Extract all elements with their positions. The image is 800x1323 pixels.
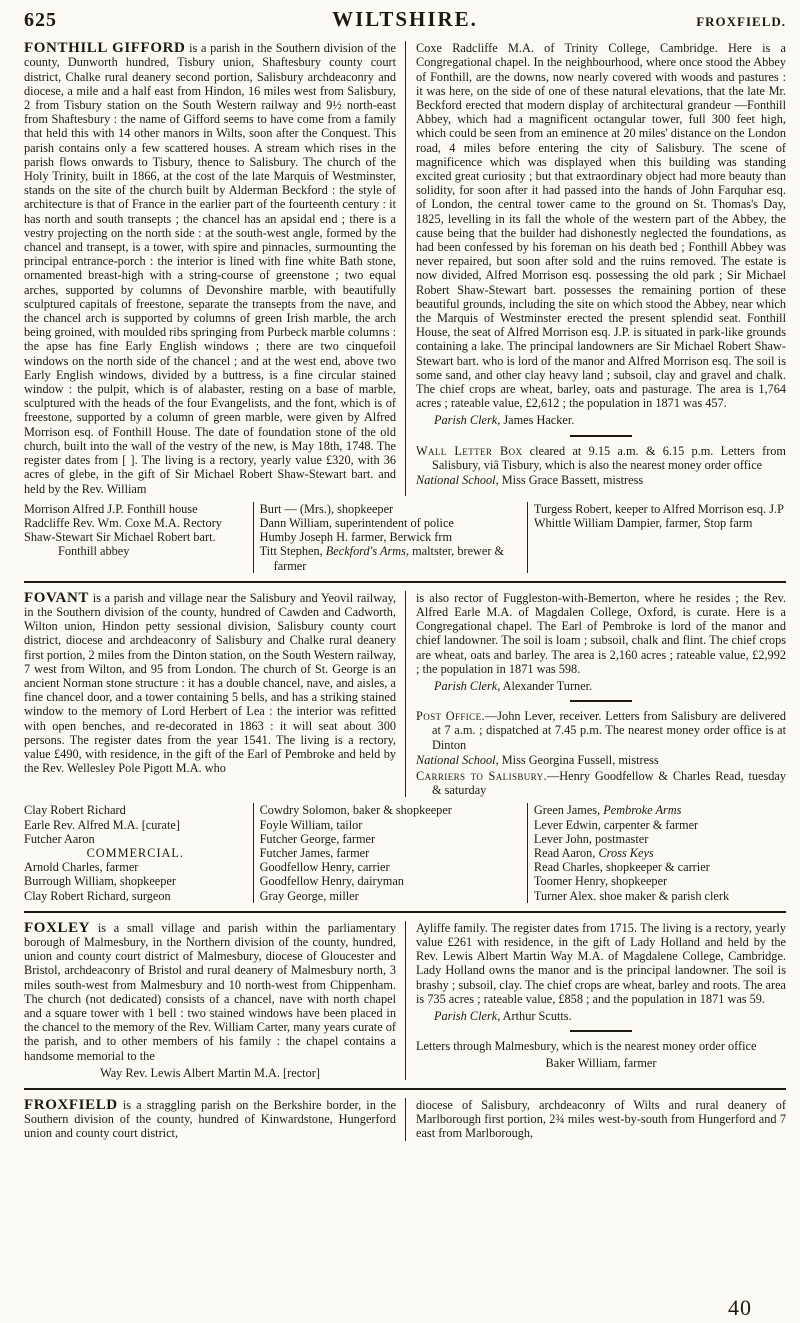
farmer-line: Baker William, farmer (545, 1056, 657, 1071)
directory-column-3 (527, 502, 786, 573)
directory-entry: Toomer Henry, shopkeeper (533, 874, 668, 889)
page-number-top: 625 (24, 9, 57, 31)
directory-column-1 (24, 502, 253, 573)
directory-entry: Clay Robert Richard (24, 803, 126, 818)
divider (570, 700, 632, 702)
fonthill-left-column (24, 41, 405, 496)
parish-description-continued: Ayliffe family. The register dates from 1715. The living is a rectory, yearly value £261 with residence, in the gift of Lady Holland and held by the Rev. Lewis Albert Martin Way M.A. of Magdalene College, Cambridge. Lady Holland owns the manor and is the principal landowner. The soil is brashy ; subsoil, clay. The chief crops are wheat, barley and roots. The area is 735 acres ; rateable value, £858 ; and the population in 1871 was 59. (416, 920, 786, 1006)
foxley-left-column (24, 921, 405, 1080)
fonthill-right-column (405, 41, 786, 496)
directory-entry: Lever Edwin, carpenter & farmer (533, 817, 699, 832)
section-divider (24, 911, 786, 913)
directory-entry: Radcliffe Rev. Wm. Coxe M.A. Rectory (24, 515, 222, 530)
directory-entry: Arnold Charles, farmer (24, 860, 139, 875)
directory-entry: Titt Stephen, Beckford's Arms, maltster, brewer & farmer (259, 544, 505, 573)
running-header: FROXFIELD. (696, 14, 786, 29)
parish-description-continued: diocese of Salisbury, archdeaconry of Wilts and rural deanery of Marlborough first portion, 2¾ miles west-by-south from Hungerford and 7 east from Marlborough, (416, 1098, 786, 1141)
parish-description-continued: is also rector of Fuggleston-with-Bemerton, where he resides ; the Rev. Alfred Earle M.A. of Magdalen College, Oxford, is curate. Here is a Congregational chapel. The Earl of Pembroke is lord of the manor and chief landowner. The soil is loam ; subsoil, chalk and flint. The chief crops are wheat, oats and barley. The area is 2,160 acres ; rateable value, £2,992 ; the population in 1871 was 598. (416, 590, 786, 676)
directory-entry: Burrough William, shopkeeper (24, 874, 176, 889)
froxfield-left-column (24, 1098, 405, 1141)
section-fonthill-gifford (24, 41, 786, 573)
directory-entry: Goodfellow Henry, carrier (259, 860, 390, 875)
directory-entry: Whittle William Dampier, farmer, Stop farm (533, 515, 753, 530)
directory-entry: Shaw-Stewart Sir Michael Robert bart. (24, 530, 216, 545)
page-header (24, 7, 786, 31)
directory-entry: Goodfellow Henry, dairyman (259, 874, 404, 889)
post-office-line: Post Office.—John Lever, receiver. Letters from Salisbury are delivered at 7 a.m. ; dispatched at 7.45 p.m. The nearest money order office is at Dinton (416, 709, 786, 752)
directory-column-2 (253, 502, 527, 573)
section-divider (24, 581, 786, 583)
parish-clerk-line: Parish Clerk, James Hacker. (434, 413, 575, 428)
directory-entry: Read Charles, shopkeeper & carrier (533, 860, 710, 875)
directory-entry: Turner Alex. shoe maker & parish clerk (533, 888, 730, 903)
fonthill-text-columns (24, 41, 786, 496)
froxfield-text-columns (24, 1098, 786, 1141)
foxley-text-columns (24, 921, 786, 1080)
parish-name: FOVANT (24, 589, 89, 606)
directory-entry: Clay Robert Richard, surgeon (24, 888, 171, 903)
fovant-text-columns (24, 591, 786, 798)
directory-column-2 (253, 803, 527, 902)
froxfield-right-column (405, 1098, 786, 1141)
divider (570, 435, 632, 437)
parish-name: FROXFIELD (24, 1097, 118, 1114)
directory-entry: Turgess Robert, keeper to Alfred Morrison esq. J.P (533, 501, 784, 516)
directory-entry: Humby Joseph H. farmer, Berwick frm (259, 530, 453, 545)
foxley-right-column (405, 921, 786, 1080)
directory-entry-continuation: Fonthill abbey (58, 544, 130, 559)
national-school-line: National School, Miss Georgina Fussell, mistress (416, 752, 659, 767)
parish-description: FROXFIELD is a straggling parish on the Berkshire border, in the Southern division of the county, hundred of Kinwardstone, Hungerford union and county court district, (24, 1097, 396, 1141)
carriers-line: Carriers to Salisbury.—Henry Goodfellow & Charles Read, tuesday & saturday (416, 768, 787, 798)
national-school-line: National School, Miss Grace Bassett, mistress (416, 473, 644, 488)
rector-line: Way Rev. Lewis Albert Martin M.A. [rector] (100, 1065, 320, 1080)
section-fovant (24, 591, 786, 903)
directory-column-1 (24, 803, 253, 902)
directory-entry: Futcher James, farmer (259, 845, 370, 860)
directory-entry: Burt — (Mrs.), shopkeeper (259, 501, 394, 516)
letters-line: Letters through Malmesbury, which is the nearest money order office (416, 1039, 757, 1054)
directory-entry: Gray George, miller (259, 888, 359, 903)
directory-entry: Morrison Alfred J.P. Fonthill house (24, 501, 198, 516)
parish-name: FONTHILL GIFFORD (24, 40, 186, 57)
parish-description-continued: Coxe Radcliffe M.A. of Trinity College, Cambridge. Here is a Congregational chapel. In the neighbourhood, where once stood the Abbey of Fonthill, are the downs, now nearly covered with woods and pastures : it was here, on the side of one of these natural elevations, that the late Mr. Beckford erected that modern display of architectural grandeur —Fonthill Abbey, which had a magnificent octangular tower, full 300 feet high, which could be seen from an eminence at 20 miles' distance on the London road, 4 miles before entering the city of Salisbury. The scene of magnificence which was displayed when this building was standing excited great curiosity ; but that extraordinary object had more beauty than solidity, for soon after it had passed into the hands of John Farquhar esq. of London, the central tower came to the ground on St. Thomas's Day, 1825, levelling in its fall the whole of the western part of the Abbey, the cause being that the builder had dishonestly neglected the foundations, as had been confessed by his foreman on his death bed ; Fonthill Abbey was never repaired, but soon after sold and the ruins removed. The estate is now divided, Alfred Morrison esq. possessing the old park ; Sir Michael Robert Shaw-Stewart bart. possesses the remaining portion of these beautiful grounds, including the site on which stood the Abbey, near which the Marquis of Westminster erected the present splendid seat. Fonthill House, the seat of Alfred Morrison esq. J.P. is situated in park-like grounds containing a lake. The principal landowners are Sir Michael Robert Shaw-Stewart bart. who is lord of the manor and Alfred Morrison esq. The soil is some sand, and other clay heavy land ; subsoil, clay and gravel and chalk. The chief crops are wheat, barley, oats and pasturage. The area is 1,764 acres ; rateable value, £2,612 ; the population in 1871 was 457. (416, 41, 786, 411)
section-foxley (24, 921, 786, 1080)
fovant-right-column (405, 591, 786, 798)
parish-clerk-line: Parish Clerk, Arthur Scutts. (434, 1009, 572, 1023)
page-number-bottom: 40 (728, 1294, 752, 1320)
parish-clerk-line: Parish Clerk, Alexander Turner. (434, 678, 593, 693)
directory-entry: Foyle William, tailor (259, 817, 363, 832)
wall-letter-box-line: Wall Letter Box cleared at 9.15 a.m. & 6.15 p.m. Letters from Salisbury, viâ Tisbury, which is also the nearest money order office (416, 443, 786, 472)
directory-entry: Futcher Aaron (24, 831, 95, 846)
directory-entry: Earle Rev. Alfred M.A. [curate] (24, 817, 180, 832)
fovant-directory (24, 803, 786, 902)
county-title: WILTSHIRE. (332, 7, 478, 31)
directory-entry: Lever John, postmaster (533, 831, 649, 846)
directory-entry: Dann William, superintendent of police (259, 515, 454, 530)
parish-description: FOVANT is a parish and village near the Salisbury and Yeovil railway, in the Southern division of the county, hundred of Cawden and Cadworth, Wilton union, Hindon petty sessional division, Salisbury county court district, diocese and archdeaconry of Salisbury and Chalke rural deanery first portion, 2 miles from the Dinton station, on the South Western railway, 7 west from Wilton, and 95 from London. The church of St. George is an ancient Norman stone structure : it has a double chancel, nave, and aisles, a fine chancel door, and a tower containing 5 bells, and has a striking stained window to the memory of Lord Herbert of Lea : the interior was refitted with open benches, and re-decorated in 1863 : it will seat about 300 persons. The register dates from the year 1541. The living is a rectory, value £490, with residence, in the gift of the Earl of Pembroke and held by the Rev. Wellesley Pole Pigott M.A. who (24, 589, 396, 776)
divider (570, 1030, 632, 1032)
directory-entry: Futcher George, farmer (259, 831, 376, 846)
directory-entry: Green James, Pembroke Arms (533, 803, 682, 818)
fovant-left-column (24, 591, 405, 798)
directory-entry: Cowdry Solomon, baker & shopkeeper (259, 803, 452, 818)
directory-column-3 (527, 803, 786, 902)
section-divider (24, 1088, 786, 1090)
parish-description: FOXLEY is a small village and parish within the parliamentary borough of Malmesbury, in the Northern division of the county, hundred, union and county court district of Malmesbury, diocese of Gloucester and Bristol, archdeaconry of Bristol and rural deanery of Malmesbury north, 3 miles south-west from Malmesbury and 10 north-west from Chippenham. The church (not dedicated) consists of a chancel, nave with north chapel and a square tower with 1 bell : two stained windows have been placed in the chancel to the memory of the Rev. William Carter, many years curate of the parish, and to other members of his family : the chapel contains a handsome memorial to the (24, 919, 396, 1063)
parish-description: FONTHILL GIFFORD is a parish in the Southern division of the county, Dunworth hundred, Tisbury union, Shaftesbury county court district, Chalke rural deanery second portion, Salisbury archdeaconry and diocese, a mile and a half east from Hindon, 16 miles west from Salisbury, 2 from Tisbury station on the South Western railway and 9½ north-east from Shaftesbury : the name of Gifford seems to have come from a family that held this with 14 other manors in Wilts, soon after the Conquest. This parish contains only a few scattered houses. A stream which rises in the parish flows onwards to Tisbury, thence to Salisbury. The church of the Holy Trinity, built in 1866, at the cost of the late Marquis of Westminster, stands on the site of the church built by Alderman Beckford : the style of architecture is that of France in the earlier part of the fourteenth century : it has north and south transepts ; the chancel has an apsidal end ; there is a vestry projecting on the north side : at the south-west angle, formed by the chancel and transept, is a tower, with spire and pinnacles, surmounting the principal entrance-porch : the interior is lined with fine white Bath stone, ornamented breast-high with a string-course of greenstone ; two equal arches, supported by columns of Devonshire marble, with beautifully sculptured capitals of freestone, separate the transepts from the nave, and the chancel arch is supported by columns of green Irish marble, the arch being groined, with moulded ribs springing from Purbeck marble columns : the apse has fine Early English windows ; there are two cinquefoil windows on the north side of the chancel ; and at the west end, above two Early English windows, divided by a buttress, is a fine circular stained window : the pulpit, which is of alabaster, resting on a base of marble, sculptured with the heads of the four Evangelists, and the font, which is of freestone, supported by a column of green marble, were given by Alfred Morrison esq. of Fonthill House. The date of foundation stone of the old church, built into the wall of the vestry of the new, is May 18th, 1748. The register dates from [ ]. The living is a rectory, yearly value £320, with 36 acres of glebe, in the gift of Sir Michael Robert Shaw-Stewart bart. and held by the Rev. William (24, 40, 396, 496)
commercial-heading: COMMERCIAL. (86, 845, 185, 860)
section-froxfield (24, 1098, 786, 1141)
parish-name: FOXLEY (24, 919, 91, 936)
directory-entry: Read Aaron, Cross Keys (533, 845, 654, 860)
fonthill-directory (24, 502, 786, 573)
